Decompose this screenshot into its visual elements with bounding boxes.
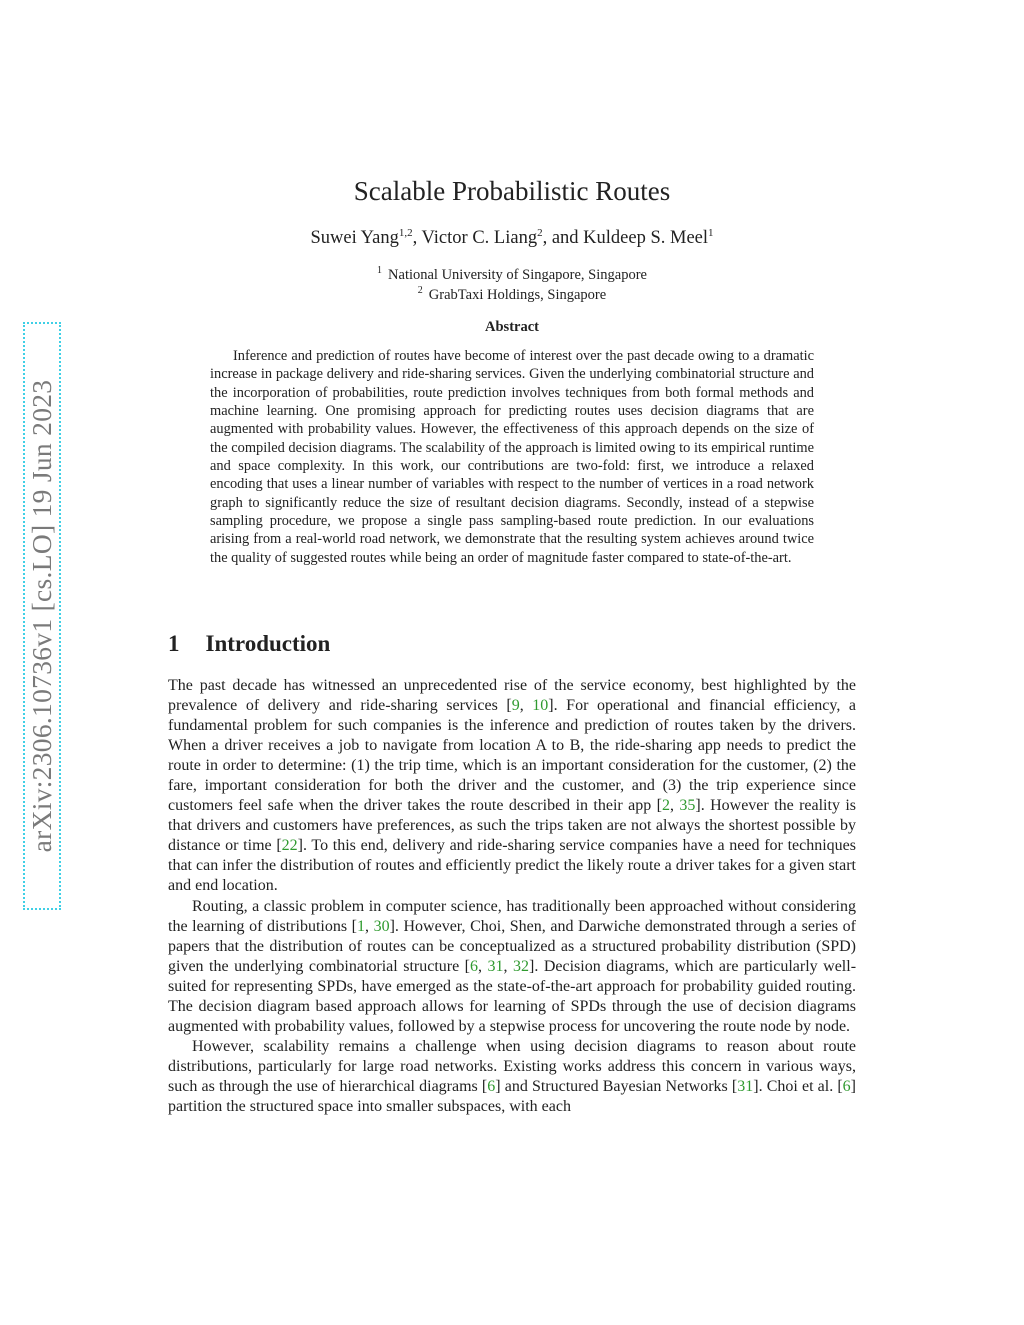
paragraph-text: ]. However the reality is that drivers and customers have preferences, as such the trips taken are not always the shortest possible by distance or time [ — [168, 797, 857, 855]
paragraph-text: , — [669, 797, 680, 815]
arxiv-stamp — [23, 322, 61, 910]
citation-link[interactable]: 9 — [511, 697, 520, 715]
affiliation-text: National University of Singapore, Singapore — [388, 266, 647, 283]
author-separator: , and — [542, 228, 584, 249]
citation-link[interactable]: 6 — [470, 957, 479, 975]
paragraph-text: ] and Structured Bayesian Networks [ — [495, 1077, 738, 1095]
paragraph-text: However, scalability remains a challenge when using decision diagrams to reason about route distributions, particularly for large road networks. Existing works address this concern in various ways, such as through the use of hierarchical diagrams [ — [168, 1037, 856, 1095]
paragraph-text: The past decade has witnessed an unprecedented rise of the service economy, best highlighted by the prevalence of delivery and ride-sharing services [ — [168, 677, 856, 715]
paragraph-text: ]. To this end, delivery and ride-sharing service companies have a need for techniques that can infer the distribution of routes and efficiently predict the likely route a driver takes for a given start and end location. — [168, 837, 857, 895]
introduction-body — [168, 676, 856, 1117]
arxiv-identifier: arXiv:2306.10736v1 [cs.LO] 19 Jun 2023 — [26, 379, 57, 853]
paragraph — [168, 676, 856, 897]
section-number: 1 — [168, 631, 180, 656]
citation-link[interactable]: 6 — [487, 1077, 496, 1095]
paragraph-text: ]. For operational and financial efficiency, a fundamental problem for such companies is the inference and prediction of routes taken by the drivers. When a driver receives a job to navigate from location A to B, the ride-sharing app needs to predict the route in order to determine: (1) the trip time, which is an important consideration for the customer, (2) the fare, important consideration for both the driver and the customer, and (3) the trip experience since customers feel safe when the driver takes the route described in their app [ — [168, 697, 857, 815]
affiliation-text: GrabTaxi Holdings, Singapore — [428, 286, 607, 303]
abstract-body: Inference and prediction of routes have become of interest over the past decade owing to a dramatic increase in package delivery and ride-sharing services. Given the underlying combinatorial structure and the incorporation of probabilities, route prediction involves techniques from both formal methods and machine learning. One promising approach for predicting routes uses decision diagrams that are augmented with probability values. However, the effectiveness of this approach depends on the size of the compiled decision diagrams. The scalability of the approach is limited owing to its empirical runtime and space complexity. In this work, our contributions are two-fold: first, we introduce a relaxed encoding that uses a linear number of variables with respect to the number of vertices in a road network graph to significantly reduce the size of resultant decision diagrams. Secondly, instead of a stepwise sampling procedure, we propose a single pass sampling-based route prediction. In our evaluations arising from a real-world road network, we demonstrate that the resulting system achieves around twice the quality of suggested routes while being an order of magnitude faster compared to state-of-the-art. — [210, 348, 814, 566]
author-name: Suwei Yang — [310, 228, 399, 249]
affiliation-number: 1 — [377, 265, 383, 276]
citation-link[interactable]: 1 — [356, 917, 365, 935]
citation-link[interactable]: 2 — [661, 797, 670, 815]
paragraph-text: ]. Choi et al. [ — [753, 1077, 843, 1095]
paragraph-text: , — [519, 697, 533, 715]
section-heading — [168, 631, 330, 657]
author-affil-mark: 1,2 — [398, 227, 413, 239]
paragraph-text: Routing, a classic problem in computer science, has traditionally been approached without considering the learning of distributions [ — [168, 897, 856, 935]
author-name: Kuldeep S. Meel — [583, 228, 709, 249]
citation-link[interactable]: 10 — [532, 697, 549, 715]
author-name: Victor C. Liang — [421, 228, 538, 249]
paragraph-text: ]. Decision diagrams, which are particularly well-suited for representing SPDs, have emerged as the state-of-the-art approach for probability guided routing. The decision diagram based approach allows for learning of SPDs through the use of decision diagrams augmented with probability values, followed by a stepwise process for uncovering the route node by node. — [168, 957, 857, 1035]
section-title: Introduction — [205, 631, 331, 656]
citation-link[interactable]: 35 — [679, 797, 696, 815]
citation-link[interactable]: 32 — [513, 957, 530, 975]
paragraph — [168, 1037, 856, 1117]
paragraph-text: ]. However, Choi, Shen, and Darwiche demonstrated through a series of papers that the distribution of routes can be conceptualized as a structured probability distribution (SPD) given the underlying combinatorial structure [ — [168, 917, 857, 975]
paragraph-text: ] partition the structured space into smaller subspaces, with each — [168, 1077, 856, 1115]
paper-title: Scalable Probabilistic Routes — [353, 176, 671, 206]
author-affil-mark: 1 — [708, 227, 714, 239]
citation-link[interactable]: 22 — [281, 837, 298, 855]
citation-link[interactable]: 31 — [487, 957, 504, 975]
author-separator: , — [412, 228, 422, 249]
paragraph-text: , — [478, 957, 488, 975]
paragraph-text: , — [503, 957, 514, 975]
paragraph-text: , — [364, 917, 374, 935]
affiliation — [0, 265, 1024, 284]
paragraph — [168, 897, 856, 1037]
author-list — [0, 227, 1024, 249]
author-affil-mark: 2 — [537, 227, 543, 239]
abstract-heading: Abstract — [485, 319, 539, 335]
citation-link[interactable]: 6 — [842, 1077, 851, 1095]
citation-link[interactable]: 30 — [373, 917, 390, 935]
affiliation-number: 2 — [417, 285, 423, 296]
citation-link[interactable]: 31 — [737, 1077, 754, 1095]
affiliation — [0, 285, 1024, 304]
